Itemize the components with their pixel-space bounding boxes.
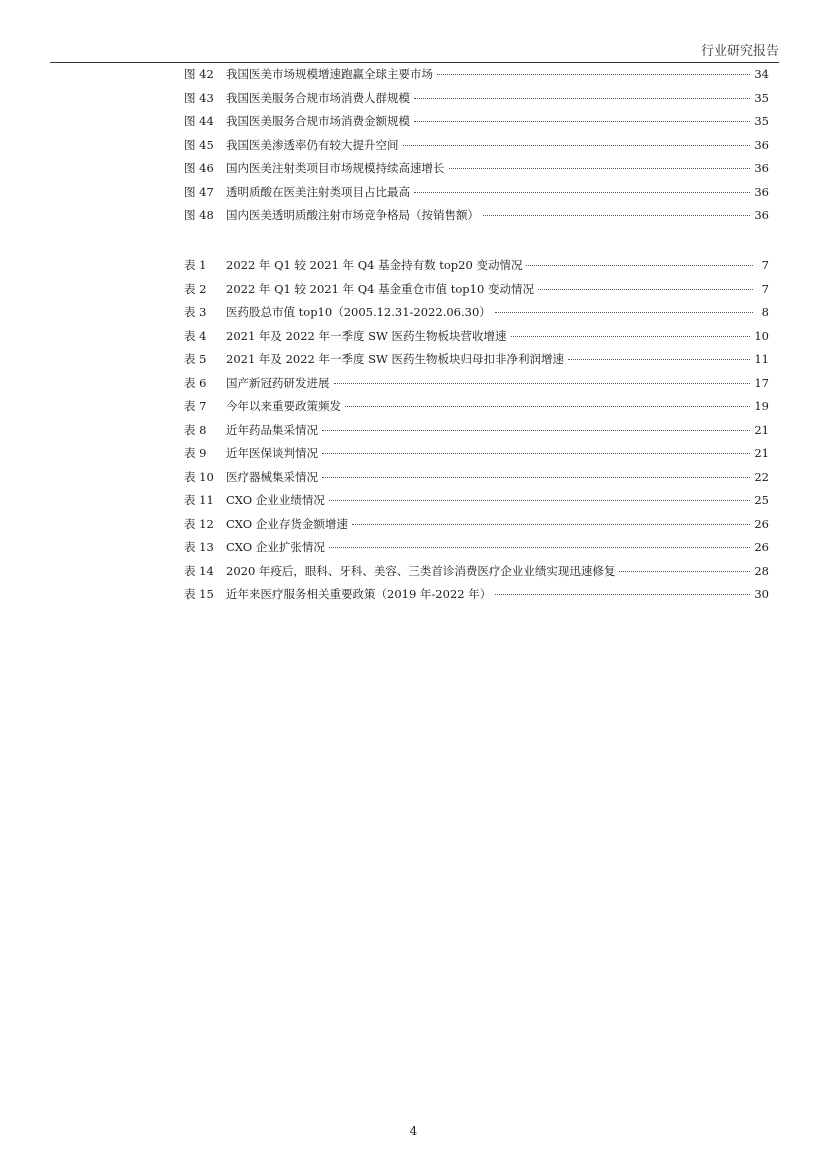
table-entry[interactable] <box>184 278 769 302</box>
entry-page-number: 28 <box>754 563 769 578</box>
entry-label: 图 42 <box>184 67 214 81</box>
table-entry[interactable] <box>184 466 769 490</box>
dot-leader <box>538 288 753 290</box>
entry-title: 我国医美渗透率仍有较大提升空间 <box>226 137 399 152</box>
entry-title: 今年以来重要政策频发 <box>226 399 341 413</box>
entry-title: 2021 年及 2022 年一季度 SW 医药生物板块营收增速 <box>226 328 507 343</box>
entry-label: 表 4 <box>184 328 207 343</box>
figure-list <box>184 63 769 228</box>
table-entry[interactable] <box>184 348 769 372</box>
entry-page-number: 30 <box>754 587 769 601</box>
entry-title: CXO 企业扩张情况 <box>226 540 325 554</box>
entry-label: 表 9 <box>184 446 207 460</box>
table-entry[interactable] <box>184 325 769 349</box>
dot-leader <box>334 382 751 384</box>
dot-leader <box>403 144 751 146</box>
dot-leader <box>414 191 750 193</box>
entry-title: CXO 企业业绩情况 <box>226 493 325 507</box>
table-entry[interactable] <box>184 536 769 560</box>
dot-leader <box>526 264 753 266</box>
entry-label: 图 43 <box>184 90 214 105</box>
dot-leader <box>495 311 753 313</box>
entry-title: 国产新冠药研发进展 <box>226 375 330 390</box>
entry-page-number: 26 <box>754 516 769 531</box>
table-entry[interactable] <box>184 583 769 607</box>
entry-label: 表 12 <box>184 516 214 531</box>
entry-page-number: 8 <box>761 305 769 319</box>
dot-leader <box>329 499 750 501</box>
entry-title: 近年药品集采情况 <box>226 422 318 437</box>
figure-entry[interactable] <box>184 134 769 158</box>
entry-page-number: 35 <box>754 114 769 128</box>
entry-label: 表 1 <box>184 258 207 272</box>
table-list <box>184 254 769 607</box>
dot-leader <box>437 73 750 75</box>
table-entry[interactable] <box>184 489 769 513</box>
entry-page-number: 22 <box>754 469 769 484</box>
figure-entry[interactable] <box>184 63 769 87</box>
dot-leader <box>495 593 750 595</box>
entry-title: 近年来医疗服务相关重要政策（2019 年-2022 年） <box>226 587 492 601</box>
entry-title: CXO 企业存货金额增速 <box>226 516 348 531</box>
entry-label: 表 7 <box>184 399 207 413</box>
entry-title: 我国医美服务合规市场消费人群规模 <box>226 90 410 105</box>
entry-title: 2021 年及 2022 年一季度 SW 医药生物板块归母扣非净利润增速 <box>226 352 565 366</box>
dot-leader <box>352 523 750 525</box>
entry-page-number: 26 <box>754 540 769 554</box>
entry-page-number: 21 <box>754 422 769 437</box>
entry-page-number: 36 <box>754 137 769 152</box>
entry-title: 国内医美透明质酸注射市场竞争格局（按销售额） <box>226 208 479 222</box>
entry-title: 2020 年疫后，眼科、牙科、美容、三类首诊消费医疗企业业绩实现迅速修复 <box>226 563 616 578</box>
entry-label: 表 8 <box>184 422 207 437</box>
figure-entry[interactable] <box>184 110 769 134</box>
entry-label: 图 48 <box>184 208 214 222</box>
figure-entry[interactable] <box>184 204 769 228</box>
table-entry[interactable] <box>184 442 769 466</box>
dot-leader <box>414 97 750 99</box>
figure-entry[interactable] <box>184 181 769 205</box>
dot-leader <box>322 476 750 478</box>
dot-leader <box>322 429 750 431</box>
entry-label: 表 11 <box>184 493 214 507</box>
entry-page-number: 17 <box>754 375 769 390</box>
entry-label: 表 2 <box>184 281 207 296</box>
table-entry[interactable] <box>184 419 769 443</box>
entry-page-number: 10 <box>754 328 769 343</box>
entry-title: 2022 年 Q1 较 2021 年 Q4 基金重仓市值 top10 变动情况 <box>226 281 534 296</box>
table-entry[interactable] <box>184 372 769 396</box>
entry-label: 表 3 <box>184 305 207 319</box>
entry-label: 表 5 <box>184 352 207 366</box>
table-entry[interactable] <box>184 254 769 278</box>
entry-label: 表 6 <box>184 375 207 390</box>
entry-page-number: 11 <box>754 352 769 366</box>
entry-label: 表 14 <box>184 563 214 578</box>
entry-title: 近年医保谈判情况 <box>226 446 318 460</box>
entry-label: 图 47 <box>184 184 214 199</box>
entry-title: 我国医美市场规模增速跑赢全球主要市场 <box>226 67 433 81</box>
figure-entry[interactable] <box>184 87 769 111</box>
table-entry[interactable] <box>184 560 769 584</box>
entry-title: 医疗器械集采情况 <box>226 469 318 484</box>
dot-leader <box>568 358 750 360</box>
entry-title: 透明质酸在医美注射类项目占比最高 <box>226 184 410 199</box>
dot-leader <box>322 452 750 454</box>
entry-title: 2022 年 Q1 较 2021 年 Q4 基金持有数 top20 变动情况 <box>226 258 523 272</box>
entry-label: 图 45 <box>184 137 214 152</box>
report-type-header: 行业研究报告 <box>700 44 779 59</box>
entry-label: 表 10 <box>184 469 214 484</box>
dot-leader <box>511 335 751 337</box>
dot-leader <box>619 570 750 572</box>
dot-leader <box>483 214 750 216</box>
table-entry[interactable] <box>184 395 769 419</box>
entry-label: 图 44 <box>184 114 214 128</box>
entry-page-number: 21 <box>754 446 769 460</box>
entry-title: 医药股总市值 top10（2005.12.31-2022.06.30） <box>226 305 491 319</box>
entry-page-number: 35 <box>754 90 769 105</box>
entry-page-number: 34 <box>754 67 769 81</box>
dot-leader <box>345 405 750 407</box>
entry-page-number: 25 <box>754 493 769 507</box>
entry-page-number: 7 <box>761 281 769 296</box>
entry-label: 表 13 <box>184 540 214 554</box>
dot-leader <box>414 120 750 122</box>
entry-title: 国内医美注射类项目市场规模持续高速增长 <box>226 161 445 175</box>
entry-page-number: 19 <box>754 399 769 413</box>
table-entry[interactable] <box>184 513 769 537</box>
entry-page-number: 36 <box>754 161 769 175</box>
entry-label: 表 15 <box>184 587 214 601</box>
entry-page-number: 7 <box>761 258 769 272</box>
entry-page-number: 36 <box>754 184 769 199</box>
entry-title: 我国医美服务合规市场消费金额规模 <box>226 114 410 128</box>
entry-page-number: 36 <box>754 208 769 222</box>
figure-entry[interactable] <box>184 157 769 181</box>
dot-leader <box>449 167 751 169</box>
dot-leader <box>329 546 750 548</box>
entry-label: 图 46 <box>184 161 214 175</box>
page-number: 4 <box>409 1124 418 1138</box>
table-entry[interactable] <box>184 301 769 325</box>
